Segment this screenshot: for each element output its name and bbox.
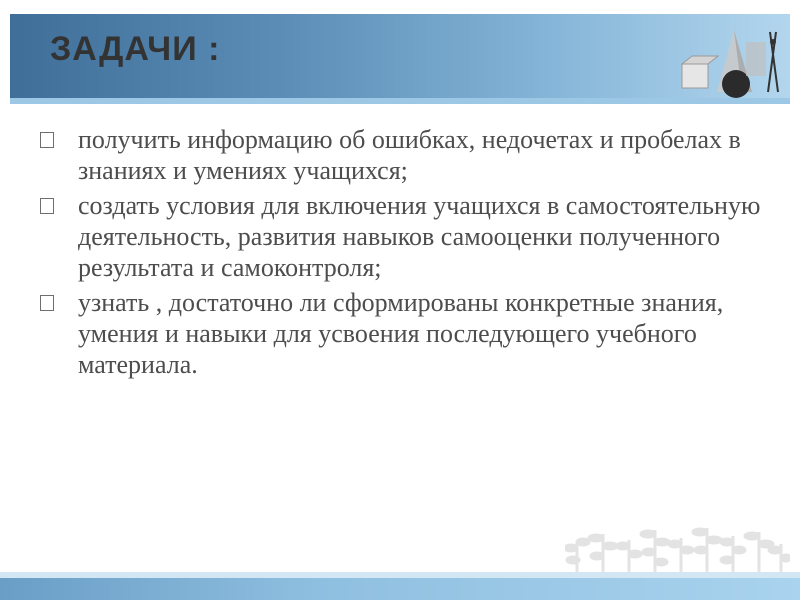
bullet-box-icon [40,198,54,214]
bullet-list [40,124,770,384]
slide-title: ЗАДАЧИ : [50,30,221,68]
list-item-text: создать условия для включения учащихся в самостоятельную деятельность, развития навыков самооценки полученного результата и самоконтроля; [78,191,761,282]
list-item-text: узнать , достаточно ли сформированы конкретные знания, умения и навыки для усвоения последующего учебного материала. [78,288,724,379]
list-item [40,287,770,380]
list-item [40,190,770,283]
bullet-box-icon [40,132,54,148]
footer-band [0,578,800,600]
plant-silhouettes-icon [565,520,790,580]
list-item-text: получить информацию об ошибках, недочетах и пробелах в знаниях и умениях учащихся; [78,125,741,185]
header-underline [10,98,790,104]
top-strip [0,0,800,14]
bullet-box-icon [40,295,54,311]
list-item [40,124,770,186]
geometry-decoration-icon [672,22,790,98]
